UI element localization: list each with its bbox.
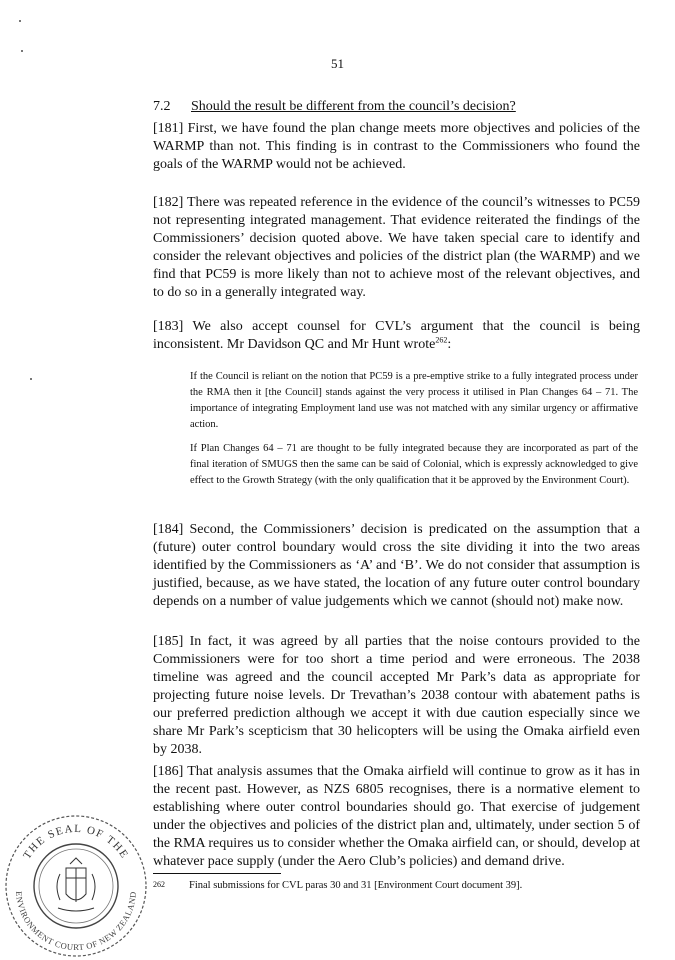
paragraph-183-text: [183] We also accept counsel for CVL’s argument that the council is being inconsistent. Mr Davidson QC and Mr Hunt wrote bbox=[153, 319, 640, 352]
footnote bbox=[153, 880, 640, 891]
paragraph-185: [185] In fact, it was agreed by all parties that the noise contours provided to the Commissioners were for too short a time period and were erroneous. The 2038 timeline was agreed and the council accepted Mr Park’s data as appropriate for projecting future noise levels. Dr Trevathan’s 2038 contour with abatement paths is our preferred prediction although we accept it with due caution especially since we share Mr Park’s scepticism that 30 helicopters will be using the Omaka airfield even by 2038. bbox=[153, 634, 640, 757]
block-quote-2: If Plan Changes 64 – 71 are thought to be fully integrated because they are incorporated as part of the final iteration of SMUGS then the same can be said of Colonial, which is expressly acknowledged to give effect to the Growth Strategy (with the only qualification that it be approved by the Environment Court). bbox=[190, 443, 638, 486]
footnote-ref[interactable]: 262 bbox=[435, 335, 448, 345]
paragraph-184: [184] Second, the Commissioners’ decision is predicated on the assumption that a (future) outer control boundary would cross the site dividing it into the two areas identified by the Commissioners as ‘A’ and ‘B’. We do not consider that assumption is justified, because, as we have stated, the location of any future outer control boundary depends on a number of value judgements which we cannot (should not) make now. bbox=[153, 522, 640, 609]
seal-text-top: THE SEAL OF THE bbox=[21, 822, 131, 862]
paragraph-182: [182] There was repeated reference in the evidence of the council’s witnesses to PC59 not representing integrated management. That evidence reiterated the findings of the Commissioners’ decision quoted above. We have taken special care to identify and consider the relevant objectives and policies of the district plan (the WARMP) and we find that PC59 is more likely than not to achieve most of the relevant objectives, and to do so in a generally integrated way. bbox=[153, 195, 640, 300]
svg-text:THE SEAL OF THE bbox=[21, 823, 131, 861]
scan-speck bbox=[30, 378, 32, 380]
footnote-divider bbox=[153, 873, 281, 874]
footnote-text: Final submissions for CVL paras 30 and 31 [Environment Court document 39]. bbox=[189, 880, 523, 891]
paragraph-183-colon: : bbox=[447, 337, 452, 352]
paragraph-181: [181] First, we have found the plan change meets more objectives and policies of the WARMP than not. This finding is in contrast to the Commissioners who found the goals of the WARMP would not be achieved. bbox=[153, 121, 640, 172]
block-quote-1: If the Council is reliant on the notion that PC59 is a pre-emptive strike to a fully integrated process under the RMA then it [the Council] stands against the very process it utilised in Plan Changes 64 – 71. The importance of integrating Employment land use was not matched with any similar urgency or affirmative action. bbox=[190, 371, 638, 430]
seal-text-bottom: ENVIRONMENT COURT OF NEW ZEALAND bbox=[13, 890, 139, 953]
court-seal bbox=[2, 812, 150, 960]
paragraph-183 bbox=[153, 318, 640, 354]
section-title: Should the result be different from the council’s decision? bbox=[191, 99, 516, 114]
page-number: 51 bbox=[331, 56, 344, 71]
section-number: 7.2 bbox=[153, 99, 171, 114]
paragraph-186: [186] That analysis assumes that the Omaka airfield will continue to grow as it has in the recent past. However, as NZS 6805 recognises, there is a normative element to establishing where outer control boundaries should go. That exercise of judgement under the objectives and policies of the district plan and, ultimately, under section 5 of the RMA requires us to consider whether the Omaka airfield can, or should, develop at whatever pace supply (under the Aero Club’s policies) and demand drive. bbox=[153, 764, 640, 869]
scan-speck bbox=[21, 50, 23, 52]
section-heading bbox=[153, 99, 516, 115]
footnote-number: 262 bbox=[153, 880, 165, 889]
scan-speck bbox=[19, 20, 21, 22]
